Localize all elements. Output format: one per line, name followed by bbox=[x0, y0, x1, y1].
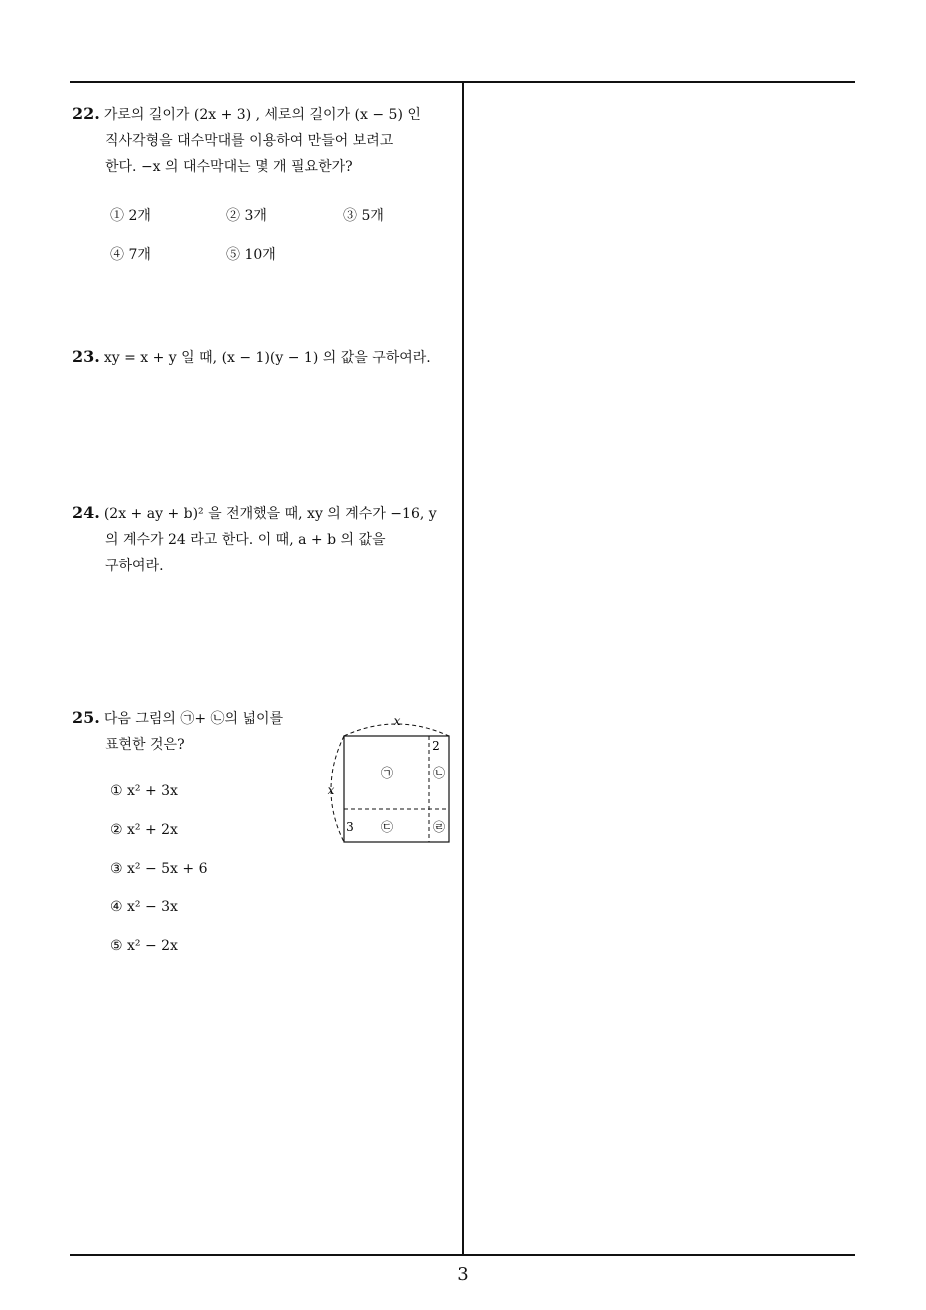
question-24-line-2: 의 계수가 24 라고 한다. 이 때, a + b 의 값을 bbox=[105, 532, 386, 548]
choice-3[interactable]: ③ 5개 bbox=[343, 208, 384, 224]
right-label: 2 bbox=[432, 739, 440, 753]
question-number: 24. bbox=[72, 503, 100, 522]
region-a-label: ㉠ bbox=[380, 766, 394, 780]
area-diagram bbox=[320, 710, 460, 850]
bottom-left-label: 3 bbox=[346, 820, 354, 834]
choice-4[interactable]: ④ x² − 3x bbox=[110, 899, 178, 915]
region-c-label: ㉢ bbox=[380, 820, 394, 834]
choice-4[interactable]: ④ 7개 bbox=[110, 247, 151, 263]
choice-2[interactable]: ② 3개 bbox=[226, 208, 267, 224]
region-b-label: ㉡ bbox=[432, 766, 446, 780]
question-number: 22. bbox=[72, 104, 100, 123]
question-22-line-2: 직사각형을 대수막대를 이용하여 만들어 보려고 bbox=[105, 133, 394, 149]
choice-3[interactable]: ③ x² − 5x + 6 bbox=[110, 861, 208, 877]
choice-5[interactable]: ⑤ 10개 bbox=[226, 247, 276, 263]
question-25 bbox=[72, 705, 322, 758]
question-number: 25. bbox=[72, 708, 100, 727]
left-label: x bbox=[327, 783, 335, 797]
region-d-label: ㉣ bbox=[432, 820, 446, 834]
choice-5[interactable]: ⑤ x² − 2x bbox=[110, 938, 178, 954]
question-23-line-1: 23. xy = x + y 일 때, (x − 1)(y − 1) 의 값을 구하여라. bbox=[72, 347, 431, 366]
question-number: 23. bbox=[72, 347, 100, 366]
top-label: x bbox=[393, 714, 401, 728]
question-23 bbox=[72, 344, 457, 371]
question-25-line-1: 25. 다음 그림의 ㉠+ ㉡의 넓이를 bbox=[72, 708, 284, 727]
column-divider bbox=[462, 82, 464, 1256]
page-number: 3 bbox=[457, 1264, 469, 1285]
question-24-line-3: 구하여라. bbox=[105, 558, 164, 574]
choice-1[interactable]: ① x² + 3x bbox=[110, 783, 178, 799]
choice-1[interactable]: ① 2개 bbox=[110, 208, 151, 224]
question-24 bbox=[72, 500, 457, 579]
question-24-line-1: 24. (2x + ay + b)² 을 전개했을 때, xy 의 계수가 −16, y bbox=[72, 503, 437, 522]
question-22 bbox=[72, 101, 452, 180]
question-25-line-2: 표현한 것은? bbox=[105, 737, 185, 753]
bottom-rule bbox=[70, 1254, 855, 1256]
question-22-line-3: 한다. −x 의 대수막대는 몇 개 필요한가? bbox=[105, 159, 353, 175]
question-22-line-1: 22. 가로의 길이가 (2x + 3) , 세로의 길이가 (x − 5) 인 bbox=[72, 104, 421, 123]
choice-2[interactable]: ② x² + 2x bbox=[110, 822, 178, 838]
